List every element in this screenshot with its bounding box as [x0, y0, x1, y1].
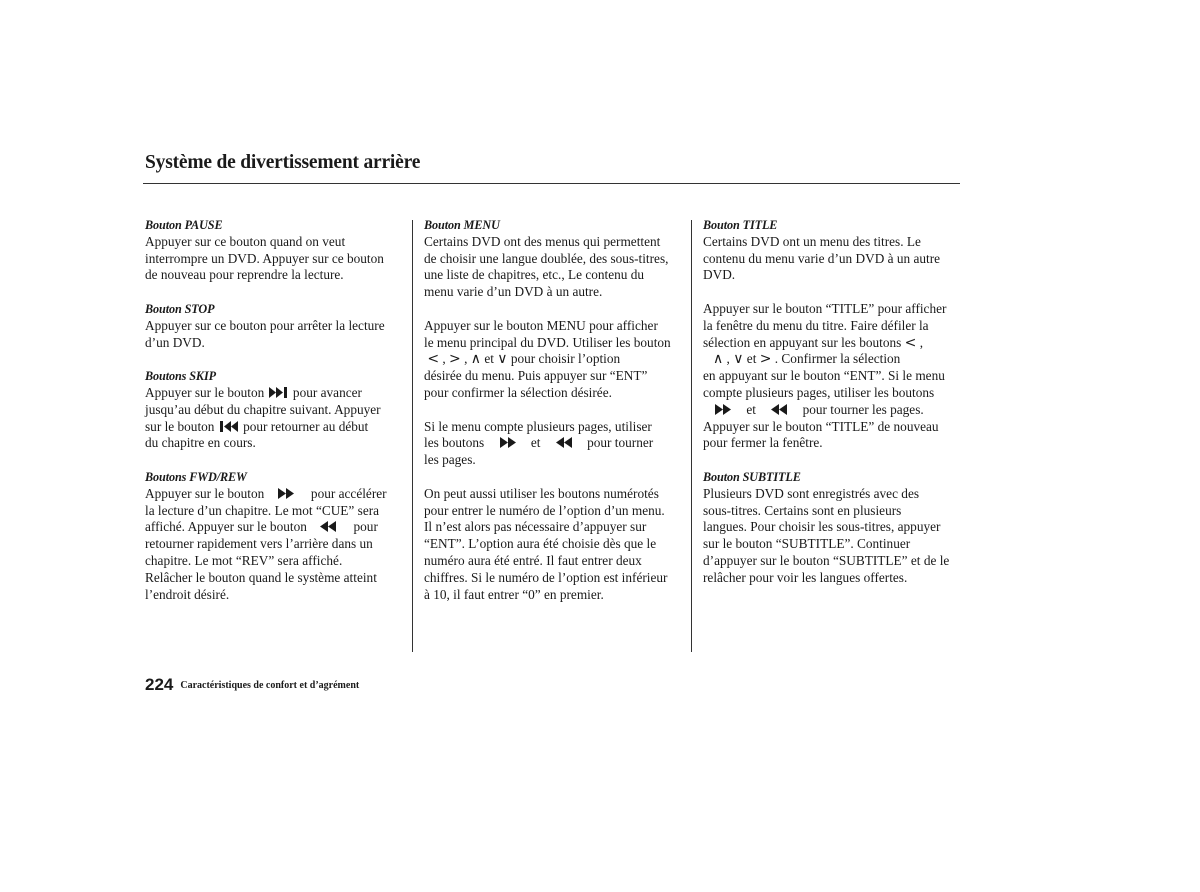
text-line: Appuyer sur ce bouton pour arrêter la lecture	[145, 317, 385, 333]
text: et	[743, 401, 760, 417]
text-line: Appuyer sur le bouton MENU pour afficher	[424, 317, 658, 333]
text: Appuyer sur le bouton	[145, 384, 268, 400]
text-line: compte plusieurs pages, utiliser les boutons	[703, 384, 935, 400]
fast-forward-icon	[703, 404, 743, 415]
text: pour tourner les pages.	[799, 401, 924, 417]
text-line: relâcher pour voir les langues offertes.	[703, 569, 908, 585]
section-heading: Bouton MENU	[424, 218, 500, 232]
text: pour retourner au début	[239, 418, 369, 434]
menu-paragraph-3	[424, 419, 686, 469]
text-line: la lecture d’un chapitre. Le mot “CUE” sera	[145, 502, 380, 518]
text-line	[703, 335, 965, 352]
text-line: Relâcher le bouton quand le système atteint	[145, 569, 377, 585]
text-line: chapitre. Le mot “REV” sera affiché.	[145, 552, 343, 568]
down-arrow-icon: ∨	[733, 351, 744, 368]
text-line: pour confirmer la sélection désirée.	[424, 384, 612, 400]
text-line	[145, 486, 407, 503]
text-line: Si le menu compte plusieurs pages, utiliser	[424, 418, 652, 434]
text-line	[703, 402, 965, 419]
section-stop	[145, 301, 407, 351]
text-line: sur le bouton “SUBTITLE”. Continuer	[703, 536, 911, 552]
text-line: chiffres. Si le numéro de l’option est inférieur	[424, 569, 668, 585]
text-line: pour entrer le numéro de l’option d’un menu.	[424, 502, 665, 518]
text: ,	[723, 351, 734, 367]
section-heading: Boutons SKIP	[145, 369, 216, 384]
section-subtitle	[703, 469, 965, 587]
text: pour choisir l’option	[507, 351, 621, 367]
text-line: Il n’est alors pas nécessaire d’appuyer sur	[424, 519, 647, 535]
text-line: de nouveau pour reprendre la lecture.	[145, 267, 344, 283]
column-1	[145, 217, 407, 620]
section-menu	[424, 217, 686, 301]
text: Appuyer sur le bouton	[145, 485, 268, 501]
right-arrow-icon: >	[759, 351, 772, 368]
text: pour avancer	[289, 384, 362, 400]
title-rule	[143, 183, 960, 184]
text-line: contenu du menu varie d’un DVD à un autre	[703, 250, 941, 266]
section-heading: Bouton TITLE	[703, 218, 778, 232]
column-3	[703, 217, 965, 603]
text-line: menu varie d’un DVD à un autre.	[424, 284, 603, 300]
text: ,	[916, 334, 924, 350]
text-line: le menu principal du DVD. Utiliser les bouton	[424, 334, 671, 350]
section-heading: Bouton SUBTITLE	[703, 469, 801, 484]
text-line	[145, 385, 407, 402]
section-fwd-rew	[145, 469, 407, 603]
section-heading: Boutons FWD/REW	[145, 469, 247, 484]
right-arrow-icon: >	[449, 351, 461, 368]
section-pause	[145, 217, 407, 284]
text-line	[424, 435, 686, 452]
text-line: On peut aussi utiliser les boutons numérotés	[424, 485, 659, 501]
up-arrow-icon: ∧	[470, 351, 482, 368]
text-line: l’endroit désiré.	[145, 586, 230, 602]
rewind-icon	[310, 521, 350, 532]
rewind-icon	[544, 437, 584, 448]
text-line: la fenêtre du menu du titre. Faire défiler la	[703, 317, 929, 333]
menu-paragraph-4	[424, 486, 686, 604]
text: les boutons	[424, 435, 488, 451]
up-arrow-icon: ∧	[712, 351, 724, 368]
text-line: désirée du menu. Puis appuyer sur “ENT”	[424, 368, 648, 384]
text-line: DVD.	[703, 267, 736, 283]
text-line: en appuyant sur le bouton “ENT”. Si le menu	[703, 368, 945, 384]
left-arrow-icon: <	[427, 351, 440, 368]
text: et	[481, 351, 498, 367]
fast-forward-icon	[488, 437, 528, 448]
page-title: Système de divertissement arrière	[145, 152, 421, 173]
text-line: sous-titres. Certains sont en plusieurs	[703, 502, 902, 518]
section-heading: Bouton PAUSE	[145, 218, 223, 232]
text: sélection en appuyant sur les boutons	[703, 334, 905, 350]
text: ,	[460, 351, 471, 367]
text: sur le bouton	[145, 418, 218, 434]
text-line: pour fermer la fenêtre.	[703, 435, 823, 451]
text-line: de choisir une langue doublée, des sous-titres,	[424, 250, 669, 266]
section-heading: Bouton STOP	[145, 301, 215, 316]
title-paragraph-2	[703, 301, 965, 452]
text-line: les pages.	[424, 452, 476, 468]
page-footer	[145, 675, 359, 695]
text-line: d’un DVD.	[145, 334, 205, 350]
column-divider	[691, 220, 692, 652]
text-line	[703, 351, 965, 368]
section-title	[703, 217, 965, 284]
skip-forward-icon	[268, 387, 290, 398]
text-line: Appuyer sur le bouton “TITLE” de nouveau	[703, 418, 939, 434]
text: et	[527, 435, 544, 451]
text-line: interrompre un DVD. Appuyer sur ce bouton	[145, 250, 384, 266]
text-line: d’appuyer sur le bouton “SUBTITLE” et de le	[703, 552, 950, 568]
text: affiché. Appuyer sur le bouton	[145, 519, 311, 535]
text: pour accélérer	[307, 485, 387, 501]
text-line: Certains DVD ont des menus qui permettent	[424, 233, 661, 249]
text-line	[424, 351, 686, 368]
text: ,	[439, 351, 450, 367]
text-line: numéro aura été entré. Il faut entrer deux	[424, 552, 642, 568]
text-line: une liste de chapitres, etc., Le contenu du	[424, 267, 645, 283]
text-line: Plusieurs DVD sont enregistrés avec des	[703, 485, 920, 501]
column-divider	[412, 220, 413, 652]
text-line: langues. Pour choisir les sous-titres, appuyer	[703, 519, 941, 535]
page-number: 224	[145, 675, 174, 694]
text: et	[743, 351, 760, 367]
text: . Confirmer la sélection	[771, 351, 901, 367]
text-line: “ENT”. L’option aura été choisie dès que le	[424, 536, 657, 552]
text-line: Certains DVD ont un menu des titres. Le	[703, 233, 921, 249]
text-line: Appuyer sur ce bouton quand on veut	[145, 233, 346, 249]
text-line	[145, 519, 407, 536]
text-line: retourner rapidement vers l’arrière dans un	[145, 536, 373, 552]
text-line: du chapitre en cours.	[145, 435, 256, 451]
column-2	[424, 217, 686, 620]
left-arrow-icon: <	[904, 334, 917, 351]
down-arrow-icon: ∨	[497, 351, 508, 368]
fast-forward-icon	[268, 488, 308, 499]
menu-paragraph-2	[424, 318, 686, 402]
text-line: Appuyer sur le bouton “TITLE” pour afficher	[703, 300, 947, 316]
text-line: à 10, il faut entrer “0” en premier.	[424, 586, 604, 602]
footer-section-title: Caractéristiques de confort et d’agrément	[180, 679, 360, 691]
skip-back-icon	[218, 421, 240, 432]
text: pour	[350, 519, 378, 535]
text-line: jusqu’au début du chapitre suivant. Appuyer	[145, 401, 381, 417]
rewind-icon	[759, 404, 799, 415]
text-line	[145, 419, 407, 436]
section-skip	[145, 368, 407, 452]
text: pour tourner	[583, 435, 654, 451]
